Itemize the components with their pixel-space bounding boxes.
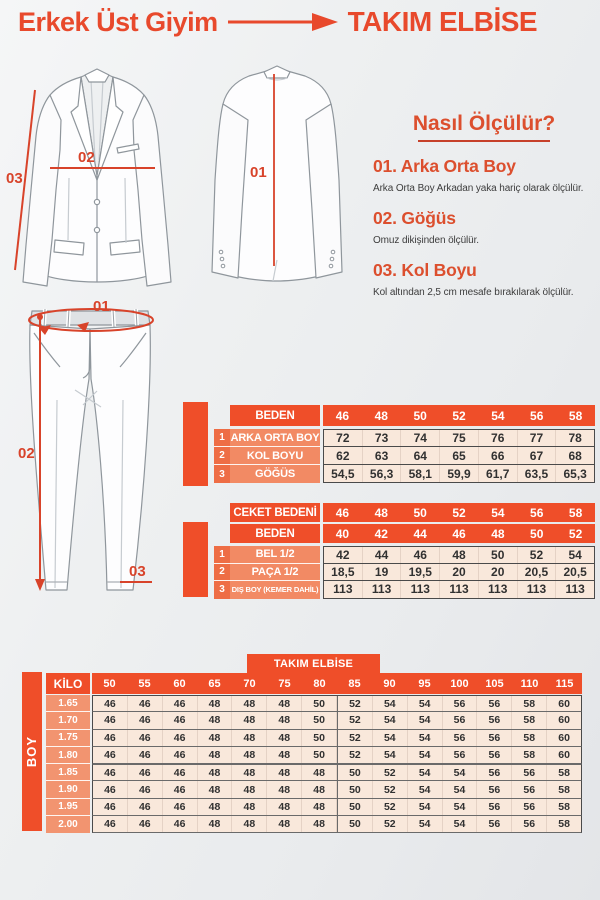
- suit-size-value: 54: [443, 765, 478, 780]
- suit-size-value: 56: [512, 816, 547, 832]
- suit-size-value: 54: [443, 799, 478, 815]
- size-value: 54,5: [324, 465, 363, 482]
- weight-column-header: 110: [520, 677, 539, 690]
- weight-column-header: 90: [383, 677, 396, 690]
- suit-size-value: 46: [93, 712, 128, 728]
- hem-measure-label: 03: [129, 563, 146, 580]
- size-value: 65: [440, 447, 479, 464]
- suit-size-value: 50: [302, 730, 337, 746]
- trouser-size-header-label: BEDEN: [230, 524, 320, 543]
- weight-table-row: [46, 781, 582, 798]
- suit-size-value: 52: [373, 799, 408, 815]
- height-value: 1.65: [46, 695, 90, 712]
- suit-size-value: 50: [337, 781, 373, 797]
- suit-size-value: 50: [302, 747, 337, 763]
- table-row: [214, 546, 595, 564]
- suit-size-value: 56: [477, 781, 512, 797]
- row-label: PAÇA 1/2: [230, 564, 320, 582]
- row-values: [323, 465, 595, 483]
- suit-size-value: 46: [93, 696, 128, 711]
- suit-size-value: 52: [337, 730, 373, 746]
- suit-size-value: 46: [128, 747, 163, 763]
- suit-size-value: 48: [198, 712, 233, 728]
- weight-table-row: [46, 747, 582, 764]
- header: [18, 6, 537, 38]
- row-label: ARKA ORTA BOY: [230, 429, 320, 447]
- suit-size-value: 58: [512, 747, 547, 763]
- suit-size-value: 48: [232, 781, 267, 797]
- size-table-body: [214, 429, 595, 483]
- jacket-size-column-header: 50: [413, 505, 427, 520]
- size-table-header-label: BEDEN: [230, 405, 320, 426]
- suit-size-value: 48: [198, 799, 233, 815]
- suit-size-value: 58: [558, 800, 570, 813]
- measuring-guide: [373, 112, 595, 298]
- size-value: 54: [568, 547, 582, 562]
- size-value: 72: [324, 430, 363, 446]
- size-value: 20: [479, 564, 518, 581]
- suit-size-value: 46: [93, 765, 128, 780]
- size-value: 113: [401, 581, 440, 598]
- guide-item-heading: 01. Arka Orta Boy: [373, 156, 516, 176]
- trousers-table-body: [214, 546, 595, 599]
- trouser-size-header-row: [230, 524, 595, 543]
- size-value: 46: [401, 547, 440, 563]
- jacket-size-column-header: 48: [374, 505, 388, 520]
- jacket-size-column-header: 54: [491, 505, 505, 520]
- suit-size-value: 48: [302, 765, 337, 780]
- trouser-size-header-values: [323, 524, 595, 543]
- size-column-header: 46: [335, 408, 350, 423]
- suit-size-value: 46: [163, 696, 198, 711]
- suit-size-value: 50: [337, 816, 373, 832]
- suit-size-value: 50: [302, 696, 337, 711]
- suit-size-value: 58: [558, 783, 570, 796]
- jacket-size-column-header: 58: [568, 505, 583, 520]
- suit-size-value: 46: [128, 712, 163, 728]
- size-value: 67: [518, 447, 557, 464]
- suit-size-value: 48: [232, 730, 267, 746]
- size-value: 76: [479, 430, 518, 446]
- suit-size-value: 58: [512, 730, 547, 746]
- height-value: 1.95: [46, 799, 90, 816]
- weight-table-row: [46, 816, 582, 833]
- suit-size-value: 56: [477, 747, 512, 763]
- suit-size-value: 46: [163, 712, 198, 728]
- size-value: 48: [440, 547, 479, 563]
- weight-table-grid: [46, 673, 582, 833]
- table-row: [214, 447, 595, 465]
- jacket-front-illustration: [5, 60, 190, 295]
- size-value: 66: [479, 447, 518, 464]
- weight-header-values: [92, 673, 582, 694]
- suit-size-value: 48: [232, 765, 267, 780]
- suit-size-value: 46: [128, 696, 163, 711]
- size-value: 59,9: [440, 465, 479, 482]
- suit-size-value: 54: [443, 816, 478, 832]
- guide-item-gogus: [373, 208, 595, 246]
- guide-item-kol-boyu: [373, 260, 595, 298]
- size-value: 62: [324, 447, 363, 464]
- suit-size-value: 56: [443, 696, 478, 711]
- suit-size-value: 48: [267, 712, 302, 728]
- row-values: [92, 764, 582, 781]
- weight-column-header: 95: [418, 677, 431, 690]
- category-title: Erkek Üst Giyim: [18, 6, 218, 37]
- size-column-header: 58: [568, 408, 583, 423]
- suit-size-value: 48: [232, 747, 267, 763]
- suit-size-value: 56: [443, 712, 478, 728]
- suit-size-value: 56: [443, 747, 478, 763]
- row-values: [92, 695, 582, 712]
- suit-size-value: 56: [477, 730, 512, 746]
- row-values: [323, 447, 595, 465]
- suit-size-value: 46: [163, 765, 198, 780]
- suit-size-value: 60: [558, 714, 570, 727]
- suit-size-value: 48: [232, 696, 267, 711]
- suit-size-value: 60: [558, 697, 570, 710]
- weight-column-header: 50: [103, 677, 116, 690]
- suit-size-value: 54: [408, 696, 443, 711]
- row-number: 3: [214, 465, 230, 483]
- row-label: DIŞ BOY (KEMER DAHİL): [230, 581, 320, 599]
- suit-size-value: 54: [373, 712, 408, 728]
- suit-size-value: 46: [163, 747, 198, 763]
- outseam-measure-label: 02: [18, 445, 35, 462]
- suit-size-value: 48: [302, 816, 337, 832]
- suit-size-value: 56: [443, 730, 478, 746]
- suit-size-value: 48: [267, 730, 302, 746]
- suit-size-value: 46: [163, 799, 198, 815]
- size-value: 113: [479, 581, 518, 598]
- suit-size-value: 54: [408, 799, 443, 815]
- trouser-size-column-header: 40: [335, 526, 350, 541]
- suit-size-value: 56: [512, 799, 547, 815]
- height-value: 1.70: [46, 712, 90, 729]
- size-value: 77: [518, 430, 557, 446]
- suit-size-value: 48: [198, 696, 233, 711]
- suit-size-value: 52: [337, 696, 373, 711]
- suit-size-value: 46: [93, 747, 128, 763]
- size-value: 20,5: [518, 564, 557, 581]
- trousers-size-table: [214, 503, 595, 599]
- height-value: 1.75: [46, 730, 90, 747]
- jacket-size-header-values: [323, 503, 595, 522]
- trouser-size-column-header: 52: [568, 526, 583, 541]
- guide-item-description: Omuz dikişinden ölçülür.: [373, 235, 479, 246]
- size-column-header: 54: [491, 408, 505, 423]
- jacket-size-column-header: 56: [530, 505, 544, 520]
- trouser-size-column-header: 50: [530, 526, 544, 541]
- suit-size-value: 56: [477, 816, 512, 832]
- row-number: 2: [214, 564, 230, 582]
- suit-size-value: 54: [373, 747, 408, 763]
- suit-size-value: 48: [267, 765, 302, 780]
- suit-size-value: 48: [232, 816, 267, 832]
- weight-column-header: 80: [313, 677, 326, 690]
- weight-column-header: 65: [208, 677, 221, 690]
- size-column-header: 50: [413, 408, 427, 423]
- weight-table-row: [46, 799, 582, 816]
- size-value: 20,5: [563, 564, 587, 579]
- suit-size-value: 54: [408, 781, 443, 797]
- row-values: [92, 816, 582, 833]
- row-values: [92, 799, 582, 816]
- jacket-size-column-header: 52: [452, 505, 466, 520]
- chest-measure-label: 02: [78, 149, 95, 166]
- suit-size-value: 56: [477, 696, 512, 711]
- suit-size-value: 46: [128, 730, 163, 746]
- row-number: 2: [214, 447, 230, 465]
- height-axis-bar: [22, 672, 42, 831]
- product-title: TAKIM ELBİSE: [347, 6, 538, 37]
- suit-size-value: 48: [198, 781, 233, 797]
- suit-size-value: 58: [558, 818, 570, 831]
- size-value: 42: [324, 547, 363, 563]
- guide-item-arka-orta-boy: [373, 156, 595, 194]
- weight-column-header: 55: [138, 677, 151, 690]
- size-column-header: 56: [530, 408, 544, 423]
- size-value: 73: [363, 430, 402, 446]
- weight-table-row: [46, 695, 582, 712]
- jacket-size-table: [214, 405, 595, 483]
- suit-size-value: 48: [232, 712, 267, 728]
- sleeve-measure-label: 03: [6, 170, 23, 187]
- jacket-size-header-label: CEKET BEDENİ: [230, 503, 320, 522]
- size-value: 78: [568, 431, 582, 445]
- guide-item-heading: 03. Kol Boyu: [373, 260, 477, 280]
- suit-size-value: 60: [558, 731, 570, 744]
- size-value: 74: [401, 430, 440, 446]
- suit-size-value: 50: [302, 712, 337, 728]
- suit-size-value: 48: [198, 816, 233, 832]
- trouser-size-column-header: 46: [452, 526, 466, 541]
- suit-size-value: 56: [477, 799, 512, 815]
- suit-size-value: 48: [198, 747, 233, 763]
- height-value: 1.85: [46, 764, 90, 781]
- suit-size-value: 50: [337, 799, 373, 815]
- suit-size-value: 46: [93, 730, 128, 746]
- suit-size-value: 48: [302, 781, 337, 797]
- size-value: 63: [363, 447, 402, 464]
- guide-item-description: Arka Orta Boy Arkadan yaka hariç olarak ölçülür.: [373, 183, 584, 194]
- row-number: 1: [214, 429, 230, 447]
- size-value: 52: [518, 547, 557, 563]
- suit-size-value: 48: [302, 799, 337, 815]
- suit-size-value: 58: [512, 712, 547, 728]
- weight-table-row: [46, 764, 582, 781]
- size-value: 113: [324, 581, 363, 598]
- size-value: 68: [568, 448, 582, 463]
- suit-size-value: 56: [512, 765, 547, 780]
- height-axis-label: BOY: [24, 735, 40, 768]
- suit-size-value: 46: [93, 781, 128, 797]
- size-value: 44: [363, 547, 402, 563]
- size-value: 50: [479, 547, 518, 563]
- size-table-header-values: [323, 405, 595, 426]
- size-value: 19: [363, 564, 402, 581]
- suit-size-value: 46: [163, 816, 198, 832]
- suit-size-value: 46: [163, 781, 198, 797]
- row-values: [323, 581, 595, 599]
- size-value: 75: [440, 430, 479, 446]
- size-value: 56,3: [363, 465, 402, 482]
- suit-size-value: 58: [512, 696, 547, 711]
- size-value: 113: [518, 581, 557, 598]
- decorative-block: [183, 522, 208, 597]
- suit-size-value: 54: [408, 816, 443, 832]
- suit-size-value: 46: [93, 816, 128, 832]
- suit-size-value: 46: [128, 765, 163, 780]
- suit-size-value: 46: [163, 730, 198, 746]
- table-row: [214, 429, 595, 447]
- jacket-size-header-row: [230, 503, 595, 522]
- suit-size-value: 48: [267, 781, 302, 797]
- suit-size-value: 54: [408, 747, 443, 763]
- suit-size-value: 46: [128, 816, 163, 832]
- suit-size-value: 56: [477, 765, 512, 780]
- jacket-size-column-header: 46: [335, 505, 350, 520]
- weight-column-header: 115: [555, 677, 574, 690]
- trouser-size-column-header: 48: [491, 526, 505, 541]
- suit-size-value: 48: [267, 816, 302, 832]
- suit-size-value: 46: [93, 799, 128, 815]
- size-value: 58,1: [401, 465, 440, 482]
- suit-size-value: 52: [373, 816, 408, 832]
- suit-size-value: 48: [267, 747, 302, 763]
- suit-size-value: 48: [198, 765, 233, 780]
- suit-size-value: 52: [373, 781, 408, 797]
- suit-size-value: 60: [558, 749, 570, 762]
- weight-column-header: 105: [485, 677, 504, 690]
- suit-size-value: 54: [408, 712, 443, 728]
- row-values: [323, 429, 595, 447]
- guide-title: Nasıl Ölçülür?: [412, 112, 556, 135]
- trouser-size-column-header: 44: [413, 526, 427, 541]
- suit-size-value: 54: [408, 730, 443, 746]
- row-values: [92, 712, 582, 729]
- size-value: 18,5: [324, 564, 363, 581]
- table-row: [214, 581, 595, 599]
- size-value: 20: [440, 564, 479, 581]
- guide-item-heading: 02. Göğüs: [373, 208, 456, 228]
- suit-size-value: 48: [198, 730, 233, 746]
- suit-size-value: 50: [337, 765, 373, 780]
- size-table-header: [230, 405, 595, 426]
- suit-size-value: 56: [512, 781, 547, 797]
- height-value: 2.00: [46, 816, 90, 833]
- weight-table-header: [46, 673, 582, 694]
- suit-size-value: 56: [477, 712, 512, 728]
- weight-column-header: 60: [173, 677, 186, 690]
- row-values: [323, 564, 595, 582]
- weight-column-header: 75: [278, 677, 291, 690]
- table-row: [214, 564, 595, 582]
- size-value: 113: [363, 581, 402, 598]
- suit-size-value: 46: [128, 781, 163, 797]
- decorative-block: [183, 402, 208, 486]
- suit-size-value: 52: [337, 712, 373, 728]
- size-column-header: 48: [374, 408, 388, 423]
- suit-size-value: 54: [408, 765, 443, 780]
- size-column-header: 52: [452, 408, 466, 423]
- row-label: GÖĞÜS: [230, 465, 320, 483]
- suit-size-value: 48: [267, 799, 302, 815]
- row-number: 1: [214, 546, 230, 564]
- weight-table-body: [46, 695, 582, 833]
- jacket-back-illustration: [190, 60, 365, 295]
- waist-measure-label: 01: [93, 298, 110, 315]
- row-values: [92, 781, 582, 798]
- suit-size-value: 58: [558, 766, 570, 779]
- size-value: 64: [401, 447, 440, 464]
- size-value: 113: [565, 582, 585, 597]
- row-values: [92, 747, 582, 764]
- weight-column-header: 85: [348, 677, 361, 690]
- weight-column-title: KİLO: [46, 673, 90, 694]
- weight-table-row: [46, 730, 582, 747]
- suit-size-value: 52: [337, 747, 373, 763]
- size-value: 19,5: [401, 564, 440, 581]
- size-value: 65,3: [563, 466, 587, 481]
- back-length-measure-label: 01: [250, 164, 267, 181]
- suit-size-value: 54: [373, 730, 408, 746]
- weight-table-title: TAKIM ELBİSE: [247, 654, 380, 674]
- row-label: BEL 1/2: [230, 546, 320, 564]
- guide-title-underline: [418, 140, 550, 142]
- row-values: [92, 730, 582, 747]
- row-number: 3: [214, 581, 230, 599]
- size-value: 63,5: [518, 465, 557, 482]
- guide-item-description: Kol altından 2,5 cm mesafe bırakılarak ölçülür.: [373, 287, 574, 298]
- height-value: 1.80: [46, 747, 90, 764]
- weight-table-row: [46, 712, 582, 729]
- suit-size-value: 46: [128, 799, 163, 815]
- trouser-size-column-header: 42: [374, 526, 388, 541]
- table-row: [214, 465, 595, 483]
- suit-size-value: 48: [267, 696, 302, 711]
- pants-illustration: [5, 295, 175, 615]
- height-value: 1.90: [46, 781, 90, 798]
- weight-column-header: 70: [243, 677, 256, 690]
- arrow-right-icon: [228, 11, 338, 33]
- row-label: KOL BOYU: [230, 447, 320, 465]
- weight-column-header: 100: [450, 677, 469, 690]
- size-value: 113: [440, 581, 479, 598]
- suit-size-value: 48: [232, 799, 267, 815]
- suit-size-value: 52: [373, 765, 408, 780]
- suit-size-value: 54: [443, 781, 478, 797]
- size-value: 61,7: [479, 465, 518, 482]
- suit-size-value: 54: [373, 696, 408, 711]
- row-values: [323, 546, 595, 564]
